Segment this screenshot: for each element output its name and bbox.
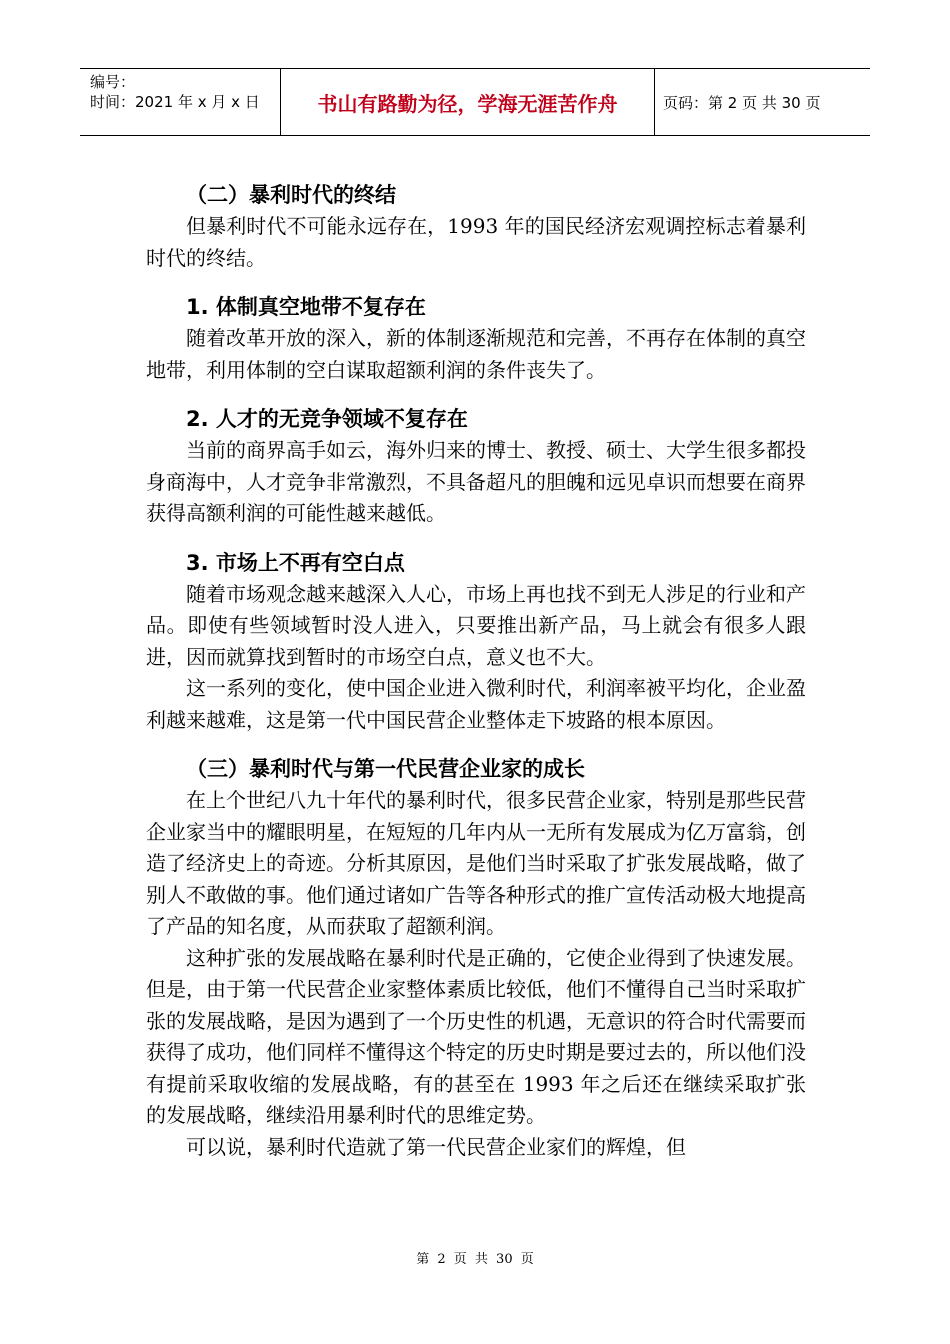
body-paragraph: 在上个世纪八九十年代的暴利时代，很多民营企业家，特别是那些民营企业家当中的耀眼明星，在短短的几年内从一无所有发展成为亿万富翁，创造了经济史上的奇迹。分析其原因，是他们当时采取了扩张发展战略，做了别人不敢做的事。他们通过诸如广告等各种形式的推广宣传活动极大地提高了产品的知名度，从而获取了超额利润。 [146, 788, 806, 938]
body-paragraph: 随着市场观念越来越深入人心，市场上再也找不到无人涉足的行业和产品。即使有些领域暂时没人进入，只要推出新产品，马上就会有很多人跟进，因而就算找到暂时的市场空白点，意义也不大。 [146, 581, 806, 669]
body-paragraph: 这种扩张的发展战略在暴利时代是正确的，它使企业得到了快速发展。但是，由于第一代民营企业家整体素质比较低，他们不懂得自己当时采取扩张的发展战略，是因为遇到了一个历史性的机遇，无意识的符合时代需要而获得了成功，他们同样不懂得这个特定的历史时期是要过去的，所以他们没有提前采取收缩的发展战略，有的甚至在 1993 年之后还在继续采取扩张的发展战略，继续沿用暴利时代的思维定势。 [146, 945, 806, 1127]
body-paragraph: 可以说，暴利时代造就了第一代民营企业家们的辉煌，但 [186, 1134, 686, 1159]
document-date: 时间：2021 年 x 月 x 日 [90, 93, 260, 111]
header-page-info: 页码：第 2 页 共 30 页 [663, 93, 821, 112]
section-heading: 3. 市场上不再有空白点 [186, 550, 405, 575]
header-meta [80, 69, 281, 135]
body-paragraph: 随着改革开放的深入，新的体制逐渐规范和完善，不再存在体制的真空地带，利用体制的空白谋取超额利润的条件丧失了。 [146, 326, 806, 382]
header-motto: 书山有路勤为径，学海无涯苦作舟 [281, 69, 655, 135]
section-heading: 2. 人才的无竞争领域不复存在 [186, 407, 468, 431]
section-heading: （三）暴利时代与第一代民营企业家的成长 [186, 757, 585, 781]
body-paragraph: 这一系列的变化，使中国企业进入微利时代，利润率被平均化，企业盈利越来越难，这是第一代中国民营企业整体走下坡路的根本原因。 [146, 676, 806, 732]
body-paragraph: 当前的商界高手如云，海外归来的博士、教授、硕士、大学生很多都投身商海中，人才竞争非常激烈，不具备超凡的胆魄和远见卓识而想要在商界获得高额利润的可能性越来越低。 [146, 438, 806, 525]
document-number-label: 编号： [90, 73, 136, 91]
body-paragraph: 但暴利时代不可能永远存在，1993 年的国民经济宏观调控标志着暴利时代的终结。 [146, 214, 806, 270]
page-header [80, 68, 870, 136]
section-heading: 1. 体制真空地带不复存在 [186, 295, 426, 319]
document-body [146, 180, 806, 1163]
page-footer: 第 2 页 共 30 页 [416, 1252, 534, 1267]
section-heading: （二）暴利时代的终结 [186, 183, 396, 207]
